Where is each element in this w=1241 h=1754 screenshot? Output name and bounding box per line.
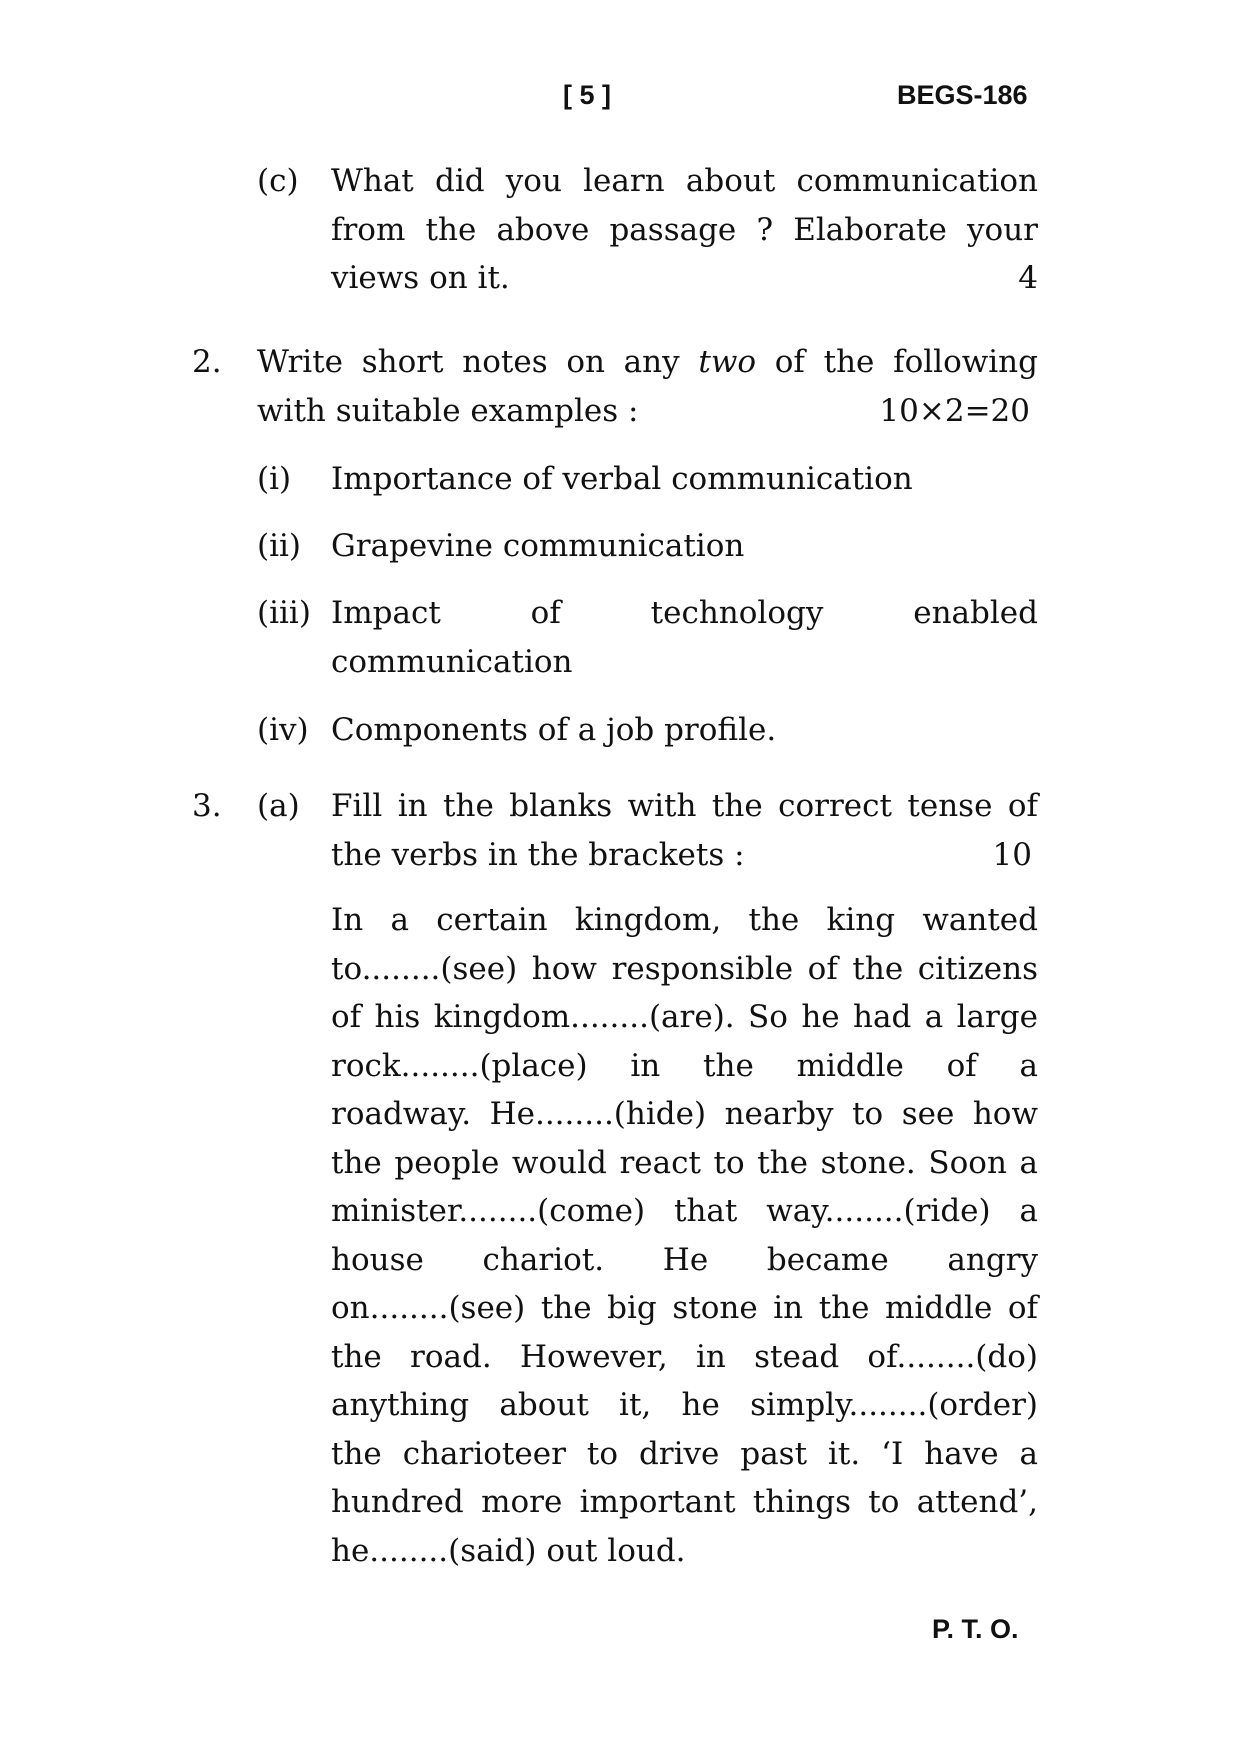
q1c-marks: 4 (1018, 260, 1038, 296)
q2-line: with suitable examples : (257, 392, 639, 429)
q1c-text (331, 157, 1038, 303)
q1c-label: (c) (257, 163, 299, 199)
q1c-line: views on it. (331, 260, 510, 296)
q2-item-label: (iii) (257, 595, 311, 631)
q2-item-text: Components of a job profile. (331, 712, 777, 748)
passage-line: on........(see) the big stone in the middle of (331, 1290, 1038, 1326)
passage-line: the people would react to the stone. Soon a (331, 1144, 1038, 1181)
q2-last-line (257, 387, 1038, 436)
q1c-line: What did you learn about communication (331, 163, 1038, 199)
q3a-label: (a) (257, 788, 300, 824)
q2-item-text (331, 589, 1038, 686)
q2-line-part: Write short notes on any (257, 344, 699, 380)
paper-code: BEGS-186 (897, 80, 1028, 110)
q3a-text (331, 782, 1038, 879)
q2-line-part: of the following (756, 344, 1038, 380)
q3a-last-line (331, 831, 1038, 880)
q3a-line: the verbs in the brackets : (331, 836, 745, 873)
q2-number: 2. (192, 344, 222, 380)
q2-line-emphasis: two (698, 344, 757, 380)
pto-footer: P. T. O. (932, 1614, 1019, 1644)
q3a-marks: 10 (992, 836, 1032, 873)
passage-line: minister........(come) that way........(ride) a (331, 1193, 1038, 1229)
q1c-last-line (331, 254, 1038, 303)
q2-item-label: (iv) (257, 712, 309, 748)
passage-line: hundred more important things to attend’, (331, 1484, 1038, 1520)
passage-line: he........(said) out loud. (331, 1532, 686, 1569)
q2-item-label: (i) (257, 461, 292, 497)
q2-marks: 10×2=20 (879, 392, 1030, 429)
q2-line (257, 338, 1038, 387)
passage-line: rock........(place) in the middle of a (331, 1047, 1038, 1084)
passage-line: roadway. He........(hide) nearby to see how (331, 1096, 1038, 1132)
passage (331, 896, 1038, 1575)
passage-line: to........(see) how responsible of the citizens (331, 950, 1038, 987)
q2-text (257, 338, 1038, 435)
passage-line: the charioteer to drive past it. ‘I have a (331, 1435, 1038, 1472)
passage-line: anything about it, he simply........(order) (331, 1387, 1038, 1423)
passage-line: In a certain kingdom, the king wanted (331, 902, 1038, 938)
q2-item-text: Grapevine communication (331, 528, 745, 564)
q2-item-line: Impact of technology enabled (331, 595, 1038, 631)
passage-line: of his kingdom........(are). So he had a large (331, 999, 1038, 1035)
passage-line: house chariot. He became angry (331, 1241, 1038, 1278)
q3a-line: Fill in the blanks with the correct tense of (331, 788, 1038, 824)
q2-item-line: communication (331, 643, 573, 680)
q3-number: 3. (192, 788, 222, 824)
q2-item-text: Importance of verbal communication (331, 461, 913, 497)
page-number: [ 5 ] (563, 80, 612, 110)
q1c-line: from the above passage ? Elaborate your (331, 211, 1038, 248)
q2-item-label: (ii) (257, 528, 302, 564)
passage-line: the road. However, in stead of........(do) (331, 1338, 1038, 1375)
